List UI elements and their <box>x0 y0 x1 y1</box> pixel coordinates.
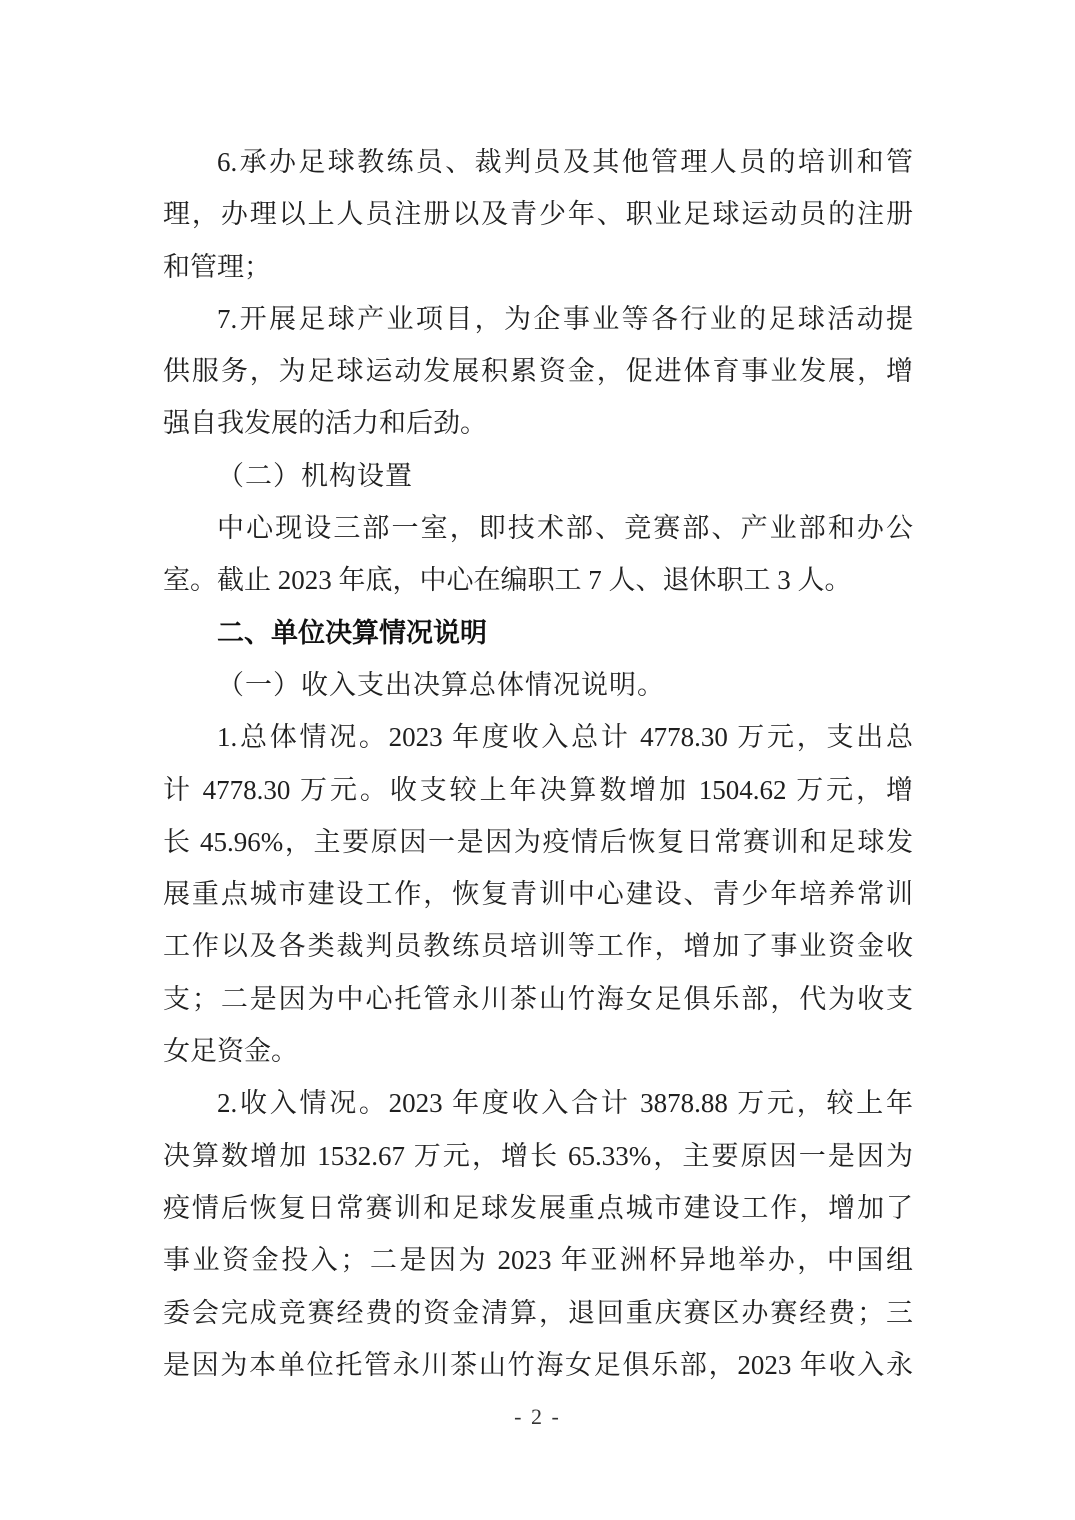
page-number: - 2 - <box>514 1404 561 1429</box>
text-line: 女足资金。 <box>163 1036 298 1067</box>
text-line: 室。截止 2023 年底，中心在编职工 7 人、退休职工 3 人。 <box>163 565 852 596</box>
text-line: 供服务，为足球运动发展积累资金，促进体育事业发展，增 <box>163 356 913 387</box>
text-line: 理，办理以上人员注册以及青少年、职业足球运动员的注册 <box>163 199 913 230</box>
text-line: 和管理； <box>163 251 271 282</box>
section-heading-final-accounts: 二、单位决算情况说明 <box>217 617 487 648</box>
text-line: 中心现设三部一室，即技术部、竞赛部、产业部和办公 <box>217 513 913 544</box>
text-line: 长 45.96%，主要原因一是因为疫情后恢复日常赛训和足球发 <box>163 826 913 857</box>
text-line: 7.开展足球产业项目，为企事业等各行业的足球活动提 <box>217 303 913 334</box>
text-line: 计 4778.30 万元。收支较上年决算数增加 1504.62 万元，增 <box>163 774 913 805</box>
text-line: 委会完成竞赛经费的资金清算，退回重庆赛区办赛经费；三 <box>163 1297 913 1328</box>
text-line: 是因为本单位托管永川茶山竹海女足俱乐部，2023 年收入永 <box>163 1349 913 1380</box>
text-line: 支；二是因为中心托管永川茶山竹海女足俱乐部，代为收支 <box>163 983 913 1014</box>
section-heading-organization: （二）机构设置 <box>217 460 413 491</box>
text-line: 6.承办足球教练员、裁判员及其他管理人员的培训和管 <box>217 147 913 177</box>
text-line: 工作以及各类裁判员教练员培训等工作，增加了事业资金收 <box>163 931 913 962</box>
text-line: 决算数增加 1532.67 万元，增长 65.33%，主要原因一是因为 <box>163 1140 913 1171</box>
text-line: 疫情后恢复日常赛训和足球发展重点城市建设工作，增加了 <box>163 1192 913 1223</box>
text-line: 展重点城市建设工作，恢复青训中心建设、青少年培养常训 <box>163 879 913 910</box>
text-line: 2.收入情况。2023 年度收入合计 3878.88 万元，较上年 <box>217 1088 913 1119</box>
text-line: 强自我发展的活力和后劲。 <box>163 408 487 439</box>
document-body <box>163 136 913 1391</box>
section-heading-income-expenditure: （一）收入支出决算总体情况说明。 <box>217 669 665 700</box>
text-line: 1.总体情况。2023 年度收入总计 4778.30 万元，支出总 <box>217 722 913 753</box>
text-line: 事业资金投入；二是因为 2023 年亚洲杯异地举办，中国组 <box>163 1245 913 1276</box>
